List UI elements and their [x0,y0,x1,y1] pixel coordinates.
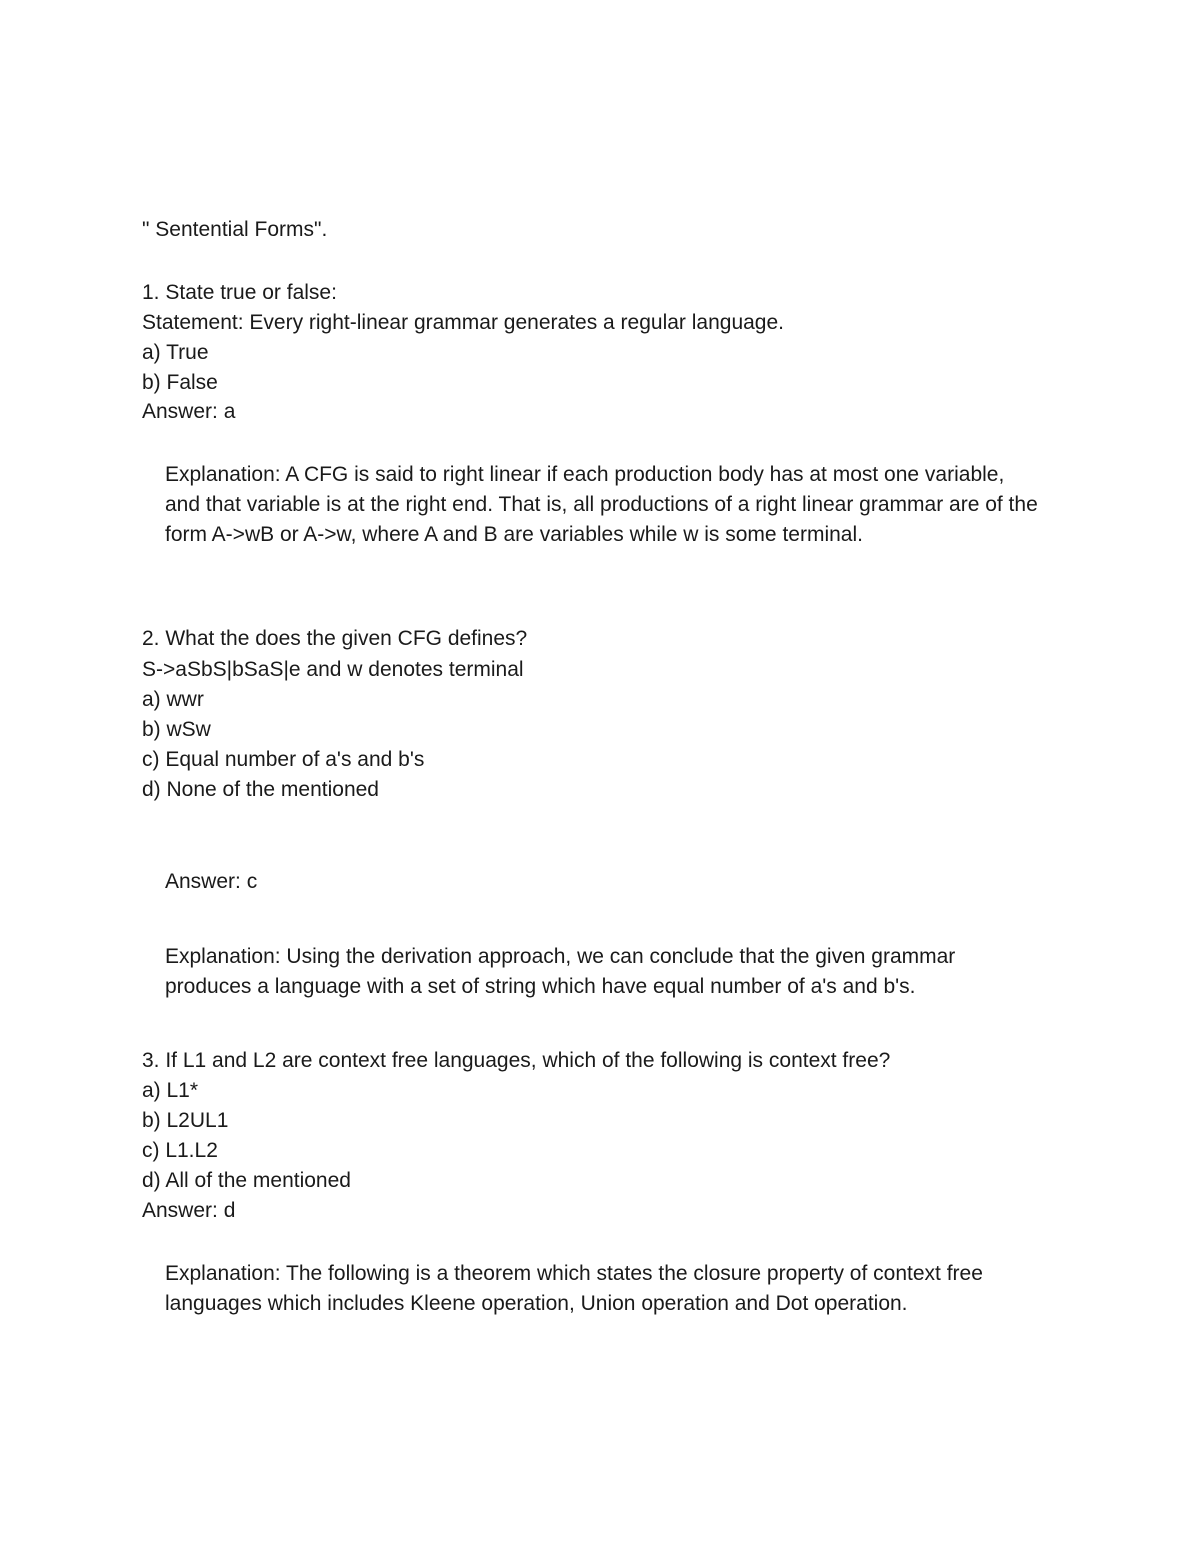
q2-option-b: b) wSw [142,718,211,741]
q1-answer: Answer: a [142,400,236,423]
q2-grammar: S->aSbS|bSaS|e and w denotes terminal [142,658,524,681]
q2-option-d: d) None of the mentioned [142,778,379,801]
q1-option-a: a) True [142,341,209,364]
q3-option-d: d) All of the mentioned [142,1169,351,1192]
q3-option-c: c) L1.L2 [142,1139,218,1162]
q3-option-b: b) L2UL1 [142,1109,229,1132]
q2-option-a: a) wwr [142,688,204,711]
q1-explanation: Explanation: A CFG is said to right linear if each production body has at most one variable, and that variable is at the right end. That is, all productions of a right linear grammar are of the form A->wB or A->w, where A and B are variables while w is some terminal. [165,463,1038,546]
q1-statement: Statement: Every right-linear grammar generates a regular language. [142,311,784,334]
q2-answer: Answer: c [165,870,258,893]
q3-option-a: a) L1* [142,1079,199,1102]
q3-question: 3. If L1 and L2 are context free languages, which of the following is context free? [142,1049,891,1072]
document-heading: " Sentential Forms". [142,218,328,241]
q2-option-c: c) Equal number of a's and b's [142,748,425,771]
q2-explanation: Explanation: Using the derivation approach, we can conclude that the given grammar produces a language with a set of string which have equal number of a's and b's. [165,945,956,998]
q1-option-b: b) False [142,371,218,394]
q3-answer: Answer: d [142,1199,236,1222]
q2-question: 2. What the does the given CFG defines? [142,627,528,650]
q3-explanation: Explanation: The following is a theorem which states the closure property of context free languages which includes Kleene operation, Union operation and Dot operation. [165,1262,983,1315]
q1-question: 1. State true or false: [142,281,337,304]
